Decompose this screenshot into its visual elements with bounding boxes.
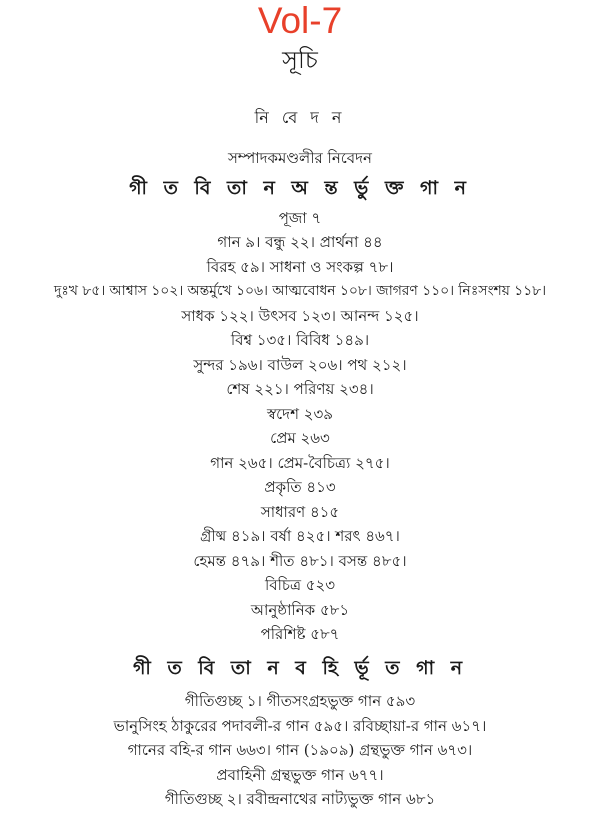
toc-line: শেষ ২২১। পরিণয় ২৩৪।	[226, 380, 374, 398]
toc-line: দুঃখ ৮৫। আশ্বাস ১০২। অন্তর্মুখে ১০৬। আত্মবোধন ১০৮। জাগরণ ১১০। নিঃসংশয় ১১৮।	[53, 283, 547, 299]
toc-line: বিশ্ব ১৩৫। বিবিধ ১৪৯।	[230, 331, 370, 349]
toc-line-anushthanik: আনুষ্ঠানিক ৫৮১	[250, 601, 350, 619]
toc-line: গানের বহি-র গান ৬৬৩। গান (১৯০৯) গ্রন্থভুক্ত গান ৬৭৩।	[127, 741, 473, 759]
toc-line: গীতিগুচ্ছ ২। রবীন্দ্রনাথের নাট্যভুক্ত গান ৬৮১	[164, 790, 436, 808]
toc-line: গান ২৬৫। প্রেম-বৈচিত্র্য ২৭৫।	[210, 454, 390, 472]
toc-line: গীতিগুচ্ছ ১। গীতসংগ্রহভুক্ত গান ৫৯৩	[184, 692, 416, 710]
page-title: সূচি	[282, 46, 318, 74]
toc-line: গান ৯। বন্ধু ২২। প্রার্থনা ৪৪	[217, 233, 383, 251]
toc-line: বিরহ ৫৯। সাধনা ও সংকল্প ৭৮।	[206, 258, 394, 276]
toc-line: সাধক ১২২। উৎসব ১২৩। আনন্দ ১২৫।	[181, 307, 419, 325]
section-title-gitabitan-included: গী ত বি তা ন অ ন্ত র্ভু ক্ত গা ন	[129, 177, 471, 199]
volume-label: Vol-7	[257, 0, 343, 41]
toc-line: সুন্দর ১৯৬। বাউল ২০৬। পথ ২১২।	[193, 356, 407, 374]
toc-line-prakriti: প্রকৃতি ৪১৩	[264, 478, 336, 496]
toc-line: প্রবাহিনী গ্রন্থভুক্ত গান ৬৭৭।	[216, 766, 384, 784]
toc-line-puja: পূজা ৭	[278, 209, 322, 227]
toc-preface: নি বে দ ন	[254, 108, 346, 127]
toc-line-prem: প্রেম ২৬৩	[270, 429, 330, 447]
toc-line: সাধারণ ৪১৫	[260, 503, 340, 521]
toc-line-swadesh: স্বদেশ ২৩৯	[267, 405, 333, 423]
toc-line: হেমন্ত ৪৭৯। শীত ৪৮১। বসন্ত ৪৮৫।	[193, 552, 407, 570]
toc-line-bichitra: বিচিত্র ৫২৩	[264, 576, 336, 594]
toc-line: ভানুসিংহ ঠাকুরের পদাবলী-র গান ৫৯৫। রবিচ্ছায়া-র গান ৬১৭।	[113, 717, 487, 735]
toc-editors-preface: সম্পাদকমণ্ডলীর নিবেদন	[227, 149, 372, 167]
toc-line-appendix: পরিশিষ্ট ৫৮৭	[260, 625, 340, 643]
section-title-gitabitan-excluded: গী ত বি তা ন ব হি র্ভূ ত গা ন	[132, 657, 468, 679]
toc-line: গ্রীষ্ম ৪১৯। বর্ষা ৪২৫। শরৎ ৪৬৭।	[200, 527, 400, 545]
